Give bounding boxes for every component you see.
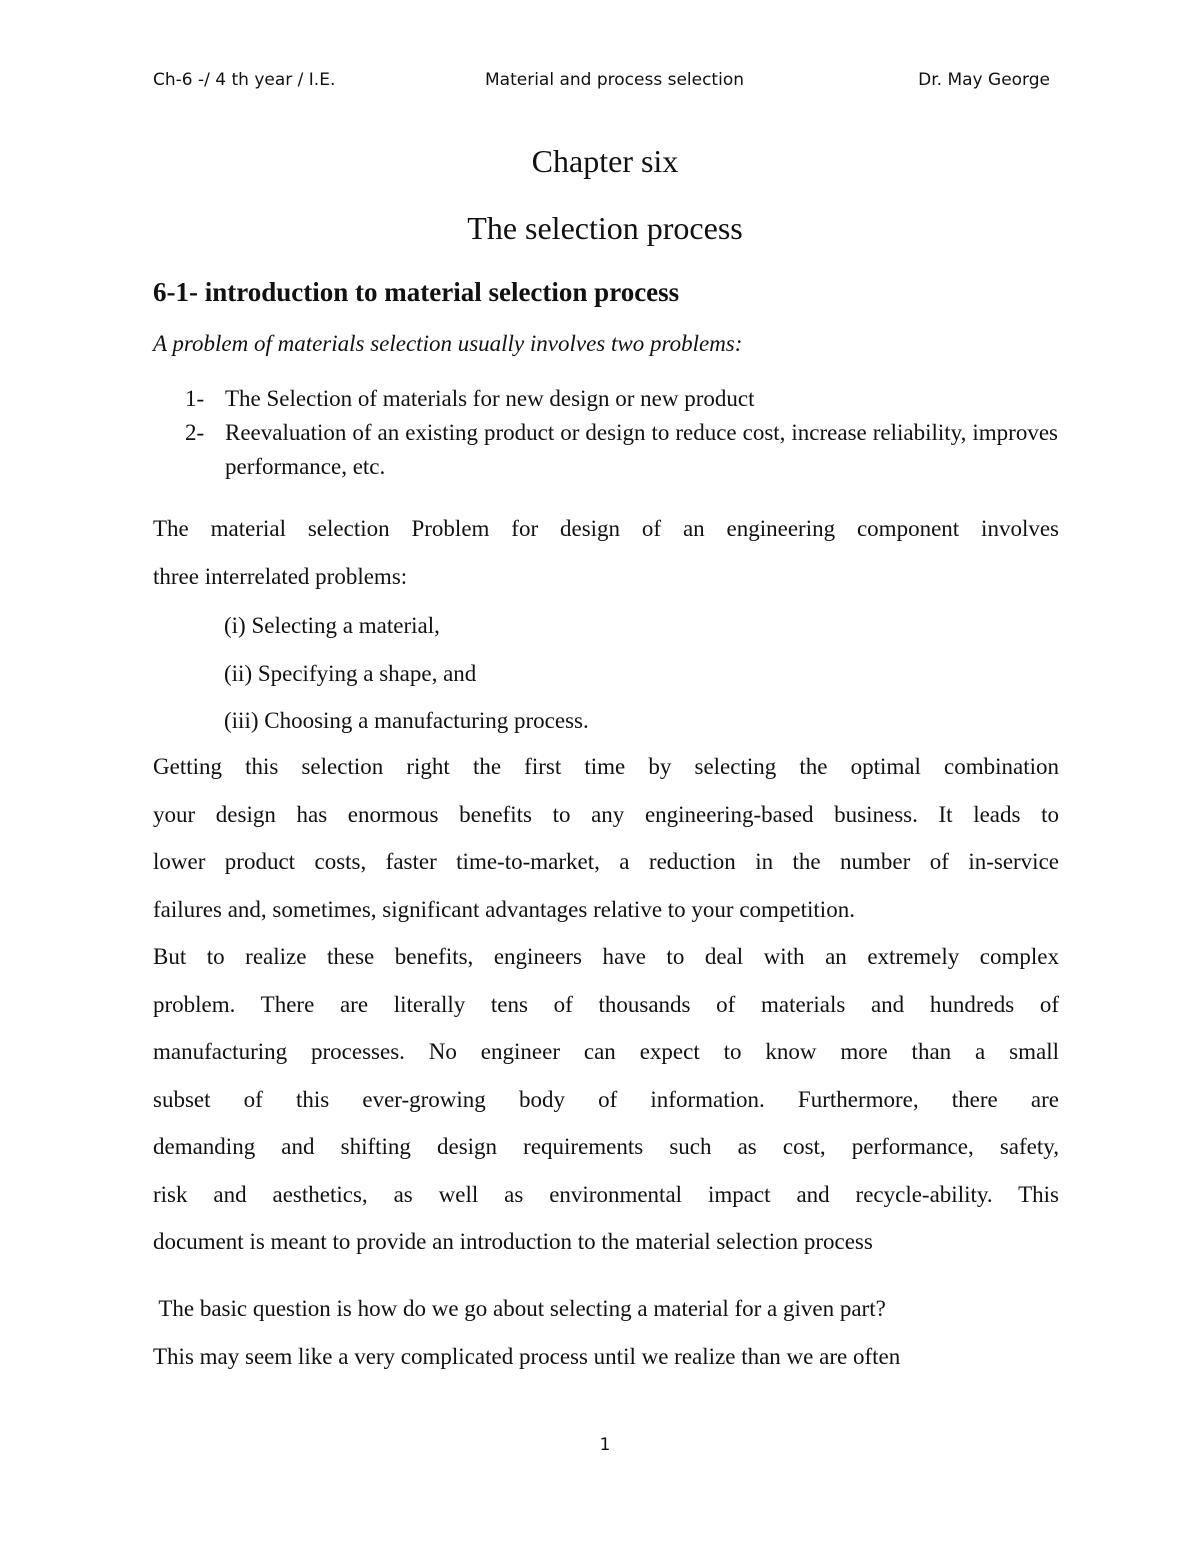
paragraph-line: risk and aesthetics, as well as environmental impact and recycle-ability. This [153,1181,1059,1207]
paragraph-line: failures and, sometimes, significant advantages relative to your competition. [153,896,855,922]
list-item: (i) Selecting a material, [224,613,440,638]
paragraph-line: But to realize these benefits, engineers have to deal with an extremely complex [153,944,1059,969]
header-subject: Material and process selection [485,70,744,90]
paragraph-line: lower product costs, faster time-to-market, a reduction in the number of in-service [153,849,1059,874]
paragraph-line: problem. There are literally tens of thousands of materials and hundreds of [153,991,1059,1017]
paragraph-line: your design has enormous benefits to any engineering-based business. It leads to [153,801,1059,827]
paragraph-line: document is meant to provide an introduction to the material selection process [153,1229,873,1254]
list-item [185,382,1058,416]
list-text: Reevaluation of an existing product or design to reduce cost, increase reliability, improves performance, etc. [225,420,1058,479]
paragraph-line: subset of this ever-growing body of information. Furthermore, there are [153,1086,1059,1112]
paragraph-line: The material selection Problem for design of an engineering component involves [153,516,1059,541]
paragraph-line: This may seem like a very complicated process until we realize than we are often [153,1343,901,1369]
list-number: 1- [185,386,205,411]
list-text: The Selection of materials for new design or new product [225,386,755,411]
problems-list [185,382,1058,484]
paragraph-line: manufacturing processes. No engineer can expect to know more than a small [153,1039,1059,1064]
paragraph-3 [153,933,1059,1266]
list-item: (iii) Choosing a manufacturing process. [224,708,589,733]
header-course: Ch-6 -/ 4 th year / I.E. [153,70,336,90]
paragraph-4 [153,1285,1059,1380]
intro-line: A problem of materials selection usually involves two problems: [153,331,743,356]
page-number: 1 [599,1435,611,1455]
interrelated-problems-list [224,602,589,745]
page-header [153,70,1050,96]
list-number: 2- [185,420,205,445]
list-item: (ii) Specifying a shape, and [224,660,477,686]
chapter-subtitle: The selection process [467,210,743,246]
chapter-title: Chapter six [531,143,679,179]
list-item [185,416,1058,484]
header-author: Dr. May George [918,70,1050,90]
paragraph-line: demanding and shifting design requirements such as cost, performance, safety, [153,1134,1059,1159]
paragraph-line: Getting this selection right the first time by selecting the optimal combination [153,754,1059,779]
section-heading: 6-1- introduction to material selection process [153,277,680,307]
paragraph-line: three interrelated problems: [153,563,408,589]
paragraph-1 [153,505,1059,600]
paragraph-2 [153,743,1059,933]
paragraph-line: The basic question is how do we go about selecting a material for a given part? [153,1296,886,1321]
